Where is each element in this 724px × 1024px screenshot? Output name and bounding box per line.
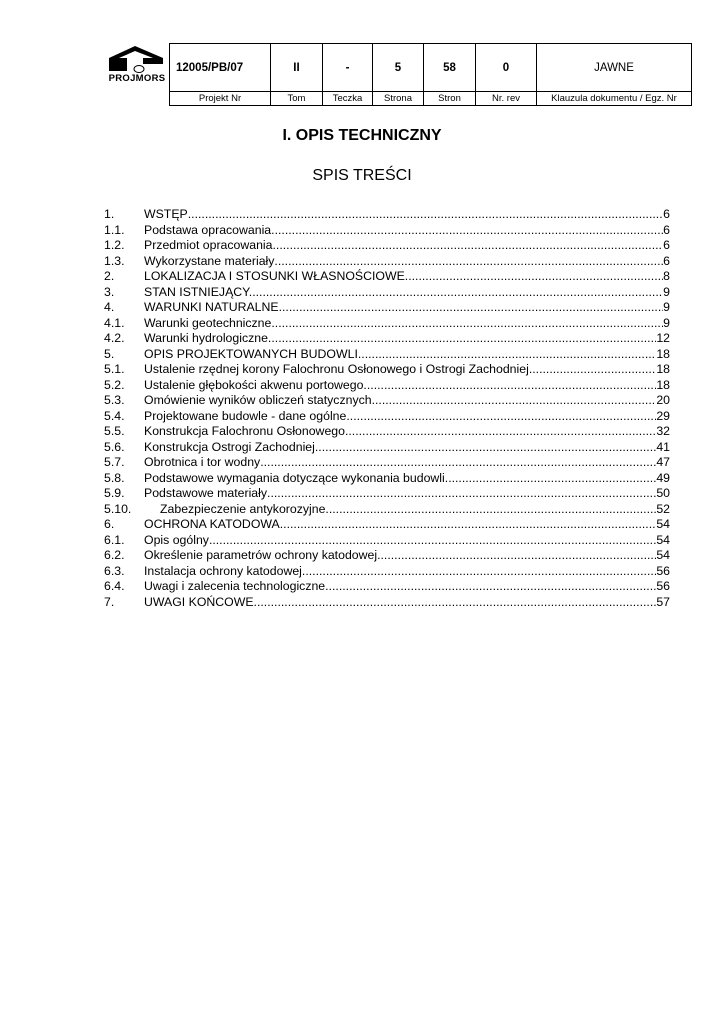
toc-entry-page: 50 — [656, 486, 670, 500]
meta-labels-row — [170, 92, 692, 106]
toc-entry-number: 6.3. — [104, 563, 125, 578]
toc-dot-leader — [367, 378, 656, 394]
toc-dot-leader — [325, 502, 656, 518]
toc-entry-body — [144, 316, 670, 332]
toc-entry-body — [144, 548, 670, 564]
toc-heading: SPIS TREŚCI — [312, 167, 412, 184]
toc-entry-label: Instalacja ochrony katodowej — [144, 563, 302, 578]
toc-entry-body — [144, 238, 670, 254]
toc-dot-leader — [345, 424, 656, 440]
toc-entry-number: 5.4. — [104, 408, 125, 423]
toc-entry-label: Warunki geotechniczne — [144, 315, 272, 330]
toc-entry-body — [144, 409, 670, 425]
toc-entry-page: 47 — [656, 455, 670, 469]
toc-entry-label: UWAGI KOŃCOWE. — [144, 594, 257, 609]
toc-entry-body — [160, 502, 670, 518]
toc-dot-leader — [318, 440, 656, 456]
toc-entry-page: 12 — [656, 331, 670, 345]
toc-entry-number: 1.1. — [104, 222, 125, 237]
toc-entry-page: 20 — [656, 393, 670, 407]
toc-entry-body — [144, 223, 670, 239]
toc-entry[interactable] — [104, 347, 670, 363]
toc-entry-page: 9 — [663, 315, 670, 330]
document-title: I. OPIS TECHNICZNY — [282, 127, 442, 144]
toc-entry[interactable] — [104, 254, 670, 270]
toc-entry[interactable] — [104, 378, 670, 394]
toc-entry-label: Określenie parametrów ochrony katodowej — [144, 548, 378, 562]
toc-entry-label: STAN ISTNIEJĄCY. — [144, 284, 253, 299]
toc-entry-body — [144, 347, 670, 363]
toc-entry-label: OCHRONA KATODOWA — [144, 517, 280, 531]
toc-dot-leader — [375, 393, 656, 409]
toc-dot-leader — [346, 409, 656, 425]
toc-dot-leader — [377, 548, 656, 564]
toc-entry-page: 6 — [663, 238, 670, 252]
meta-project-number: 12005/PB/07 — [170, 44, 271, 92]
toc-entry[interactable] — [104, 362, 670, 378]
toc-dot-leader — [280, 517, 657, 533]
toc-entry-body — [144, 595, 670, 611]
toc-entry-label: Podstawa opracowania. — [144, 222, 275, 237]
meta-page: 5 — [373, 44, 424, 92]
toc-entry-page: 6 — [663, 222, 670, 237]
toc-entry-number: 5.7. — [104, 455, 125, 469]
toc-entry-page: 32 — [656, 424, 670, 438]
toc-entry-number: 6.4. — [104, 579, 125, 593]
toc-entry-body — [144, 424, 670, 440]
toc-entry-page: 18 — [656, 362, 670, 376]
toc-entry-number: 4.1. — [104, 315, 125, 330]
toc-entry[interactable] — [104, 223, 670, 239]
toc-entry[interactable] — [104, 502, 670, 518]
toc-entry-body — [144, 486, 670, 502]
toc-dot-leader — [532, 362, 656, 378]
toc-entry[interactable] — [104, 285, 670, 301]
toc-dot-leader — [267, 486, 656, 502]
toc-dot-leader — [408, 269, 663, 285]
toc-entry-number: 6.1. — [104, 532, 125, 547]
toc-entry-label: Zabezpieczenie antykorozyjne — [160, 501, 326, 516]
toc-entry-label: WARUNKI NATURALNE — [144, 300, 279, 314]
toc-dot-leader — [271, 331, 656, 347]
toc-entry-page: 54 — [656, 532, 670, 547]
toc-entry-label: Wykorzystane materiały — [144, 253, 275, 268]
toc-entry[interactable] — [104, 331, 670, 347]
meta-values-row — [170, 44, 692, 92]
meta-label: Klauzula dokumentu / Egz. Nr — [537, 92, 692, 106]
toc-dot-leader — [275, 223, 664, 239]
toc-entry-body — [144, 533, 670, 549]
toc-entry[interactable] — [104, 564, 670, 580]
toc-entry[interactable] — [104, 486, 670, 502]
toc-entry-page: 52 — [656, 501, 670, 516]
toc-entry-body — [144, 579, 670, 595]
toc-entry[interactable] — [104, 316, 670, 332]
toc-entry-label: OPIS PROJEKTOWANYCH BUDOWLI — [144, 346, 358, 361]
toc-entry-page: 9 — [663, 300, 670, 314]
toc-entry-number: 5.10. — [104, 501, 132, 516]
toc-dot-leader — [448, 471, 656, 487]
toc-entry-number: 7. — [104, 594, 115, 609]
meta-folder: - — [323, 44, 373, 92]
toc-dot-leader — [302, 564, 656, 580]
toc-dot-leader — [188, 207, 663, 223]
toc-dot-leader — [358, 347, 656, 363]
document-header — [103, 43, 691, 105]
toc-entry-number: 5.2. — [104, 377, 125, 392]
toc-entry[interactable] — [104, 393, 670, 409]
meta-label: Teczka — [323, 92, 373, 106]
toc-entry-label: Opis ogólny — [144, 532, 209, 547]
toc-entry-label: Uwagi i zalecenia technologiczne — [144, 579, 326, 593]
toc-entry-label: Obrotnica i tor wodny — [144, 455, 261, 469]
toc-entry-label: Ustalenie rzędnej korony Falochronu Osłonowego i Ostrogi Zachodniej. — [144, 362, 533, 376]
toc-entry-number: 5.1. — [104, 362, 125, 376]
toc-entry-page: 49 — [656, 470, 670, 485]
toc-entry-page: 56 — [656, 563, 670, 578]
toc-entry-body — [144, 207, 670, 223]
toc-entry[interactable] — [104, 409, 670, 425]
meta-label: Stron — [424, 92, 476, 106]
toc-entry-label: WSTĘP — [144, 207, 188, 221]
toc-entry-page: 6 — [663, 207, 670, 221]
toc-entry-page: 57 — [656, 594, 670, 609]
toc-entry-body — [144, 440, 670, 456]
toc-entry-page: 6 — [663, 253, 670, 268]
toc-dot-leader — [274, 254, 663, 270]
toc-entry-number: 1. — [104, 207, 115, 221]
toc-entry[interactable] — [104, 517, 670, 533]
toc-entry-number: 5.9. — [104, 486, 125, 500]
company-logo — [103, 43, 169, 105]
toc-entry-page: 8 — [663, 269, 670, 283]
meta-pages: 58 — [424, 44, 476, 92]
document-meta-table — [169, 43, 692, 106]
toc-dot-leader — [325, 579, 656, 595]
toc-entry-label: Podstawowe materiały — [144, 486, 268, 500]
toc-entry[interactable] — [104, 548, 670, 564]
toc-dot-leader — [257, 595, 656, 611]
toc-entry-body — [144, 331, 670, 347]
toc-entry[interactable] — [104, 238, 670, 254]
toc-entry-body — [144, 564, 670, 580]
toc-entry-label: Przedmiot opracowania — [144, 238, 273, 252]
toc-entry-label: Konstrukcja Ostrogi Zachodniej. — [144, 439, 319, 454]
meta-revision: 0 — [476, 44, 537, 92]
toc-entry-label: Ustalenie głębokości akwenu portowego. — [144, 377, 367, 392]
toc-entry-body — [144, 471, 670, 487]
toc-entry-label: Projektowane budowle - dane ogólne — [144, 408, 347, 423]
toc-dot-leader — [279, 300, 664, 316]
toc-entry-body — [144, 362, 670, 378]
toc-entry-label: Omówienie wyników obliczeń statycznych. — [144, 393, 375, 407]
toc-entry-page: 41 — [656, 439, 670, 454]
toc-entry-number: 5.3. — [104, 393, 125, 407]
meta-label: Nr. rev — [476, 92, 537, 106]
toc-entry-number: 6. — [104, 517, 115, 531]
toc-entry[interactable] — [104, 424, 670, 440]
toc-entry-body — [144, 300, 670, 316]
toc-entry-number: 2. — [104, 269, 115, 283]
toc-entry-number: 1.3. — [104, 253, 125, 268]
logo-text: PROJMORS — [108, 73, 166, 84]
toc-entry[interactable] — [104, 455, 670, 471]
toc-entry-label: Warunki hydrologiczne. — [144, 331, 272, 345]
toc-entry-number: 4. — [104, 300, 115, 314]
toc-entry-label: LOKALIZACJA I STOSUNKI WŁASNOŚCIOWE. — [144, 269, 409, 283]
toc-entry[interactable] — [104, 471, 670, 487]
toc-entry[interactable] — [104, 207, 670, 223]
toc-entry-page: 29 — [656, 408, 670, 423]
toc-entry[interactable] — [104, 440, 670, 456]
toc-entry-page: 56 — [656, 579, 670, 593]
toc-entry[interactable] — [104, 533, 670, 549]
toc-entry-label: Konstrukcja Falochronu Osłonowego — [144, 424, 345, 438]
toc-entry-body — [144, 393, 670, 409]
toc-dot-leader — [273, 238, 664, 254]
toc-entry[interactable] — [104, 269, 670, 285]
toc-entry[interactable] — [104, 579, 670, 595]
meta-volume: II — [271, 44, 323, 92]
toc-entry-label: Podstawowe wymagania dotyczące wykonania budowli. — [144, 470, 449, 485]
table-of-contents — [104, 207, 670, 610]
toc-dot-leader — [252, 285, 663, 301]
meta-label: Projekt Nr — [170, 92, 271, 106]
toc-entry-page: 18 — [656, 346, 670, 361]
toc-entry-body — [144, 269, 670, 285]
toc-entry-number: 5.6. — [104, 439, 125, 454]
toc-entry-number: 5.8. — [104, 470, 125, 485]
meta-label: Strona — [373, 92, 424, 106]
toc-dot-leader — [271, 316, 663, 332]
toc-entry-number: 1.2. — [104, 238, 125, 252]
toc-entry-number: 4.2. — [104, 331, 125, 345]
toc-entry-body — [144, 517, 670, 533]
toc-entry-page: 9 — [663, 284, 670, 299]
toc-entry-page: 54 — [656, 548, 670, 562]
toc-entry-body — [144, 378, 670, 394]
toc-entry[interactable] — [104, 300, 670, 316]
toc-entry-page: 54 — [656, 517, 670, 531]
meta-label: Tom — [271, 92, 323, 106]
toc-entry-number: 3. — [104, 284, 115, 299]
toc-entry-body — [144, 285, 670, 301]
toc-dot-leader — [209, 533, 656, 549]
meta-clause: JAWNE — [537, 44, 692, 92]
toc-entry-body — [144, 254, 670, 270]
toc-entry-body — [144, 455, 670, 471]
toc-entry-number: 6.2. — [104, 548, 125, 562]
toc-entry-page: 18 — [656, 377, 670, 392]
toc-entry-number: 5. — [104, 346, 115, 361]
toc-entry[interactable] — [104, 595, 670, 611]
toc-dot-leader — [260, 455, 656, 471]
toc-entry-number: 5.5. — [104, 424, 125, 438]
